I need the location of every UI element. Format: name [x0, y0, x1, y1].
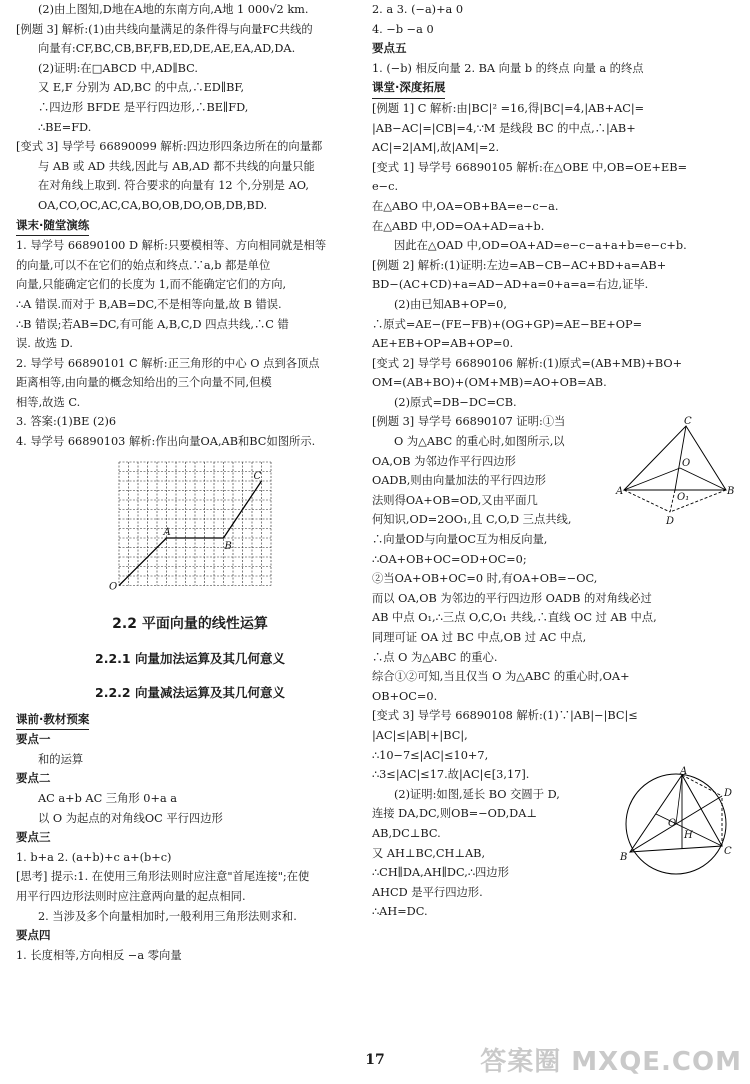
text-line: 与 AB 或 AD 共线,因此与 AB,AD 都不共线的向量只能 — [38, 159, 315, 173]
text-line: |AB−AC|=|CB|=4,∵M 是线段 BC 的中点,∴|AB+ — [372, 121, 636, 135]
text-line: ∴B 错误;若AB=DC,有可能 A,B,C,D 四点共线,∴C 错 — [16, 317, 289, 331]
triangle-centroid-figure — [616, 416, 736, 544]
text-line: O 为△ABC 的重心时,如图所示,以 — [394, 435, 565, 449]
triangle-abc — [630, 775, 722, 852]
section-heading: 课末·随堂演练 — [16, 216, 89, 237]
text-line: [变式 3] 导学号 66890099 解析:四边形四条边所在的向量都 — [16, 140, 323, 154]
text-line: 要点一 — [16, 732, 51, 747]
left-text-block — [16, 0, 364, 452]
text-line: 同理可证 OA 过 BC 中点,OB 过 AC 中点, — [372, 631, 587, 644]
tri-label-d: D — [666, 516, 675, 528]
left-text-block-2 — [16, 710, 364, 966]
text-line: ∴3≤|AC|≤17.故|AC|∈[3,17]. — [372, 768, 530, 782]
text-line: 要点三 — [16, 830, 51, 845]
text-line: 法则得OA+OB=OD,又由平面几 — [372, 493, 538, 507]
text-line: (2)由上图知,D地在A地的东南方向,A地 1 000√2 km. — [38, 3, 309, 16]
text-line: (2)原式=DB−DC=CB. — [394, 395, 517, 409]
text-line: 和的运算 — [38, 752, 84, 766]
text-line: 要点五 — [372, 41, 407, 56]
text-line: 2. 导学号 66890101 C 解析:正三角形的中心 O 点到各顶点 — [16, 356, 320, 370]
text-line: [例题 2] 解析:(1)证明:左边=AB−CB−AC+BD+a=AB+ — [372, 258, 667, 272]
subsection-title-2: 2.2.2 向量减法运算及其几何意义 — [95, 684, 285, 700]
text-line: 在对角线上取到. 符合要求的向量有 12 个,分别是 AO, — [38, 179, 309, 193]
text-line: 的向量,可以不在它们的始点和终点.∵a,b 都是单位 — [16, 258, 271, 272]
point-a-label: A — [163, 526, 171, 538]
text-line: AC a+b AC 三角形 0+a a — [38, 792, 178, 806]
vector-path — [119, 481, 262, 586]
text-line: AE+EB+OP=AB+OP=0. — [372, 337, 514, 351]
text-line: [变式 2] 导学号 66890106 解析:(1)原式=(AB+MB)+BO+ — [372, 356, 683, 370]
text-line: 用平行四边形法则时应注意两向量的起点相同. — [16, 890, 246, 903]
triangle-abc — [624, 426, 726, 490]
page-number: 17 — [365, 1052, 385, 1068]
text-line: OA,OB 为邻边作平行四边形 — [372, 454, 516, 468]
text-line: (2)由已知AB+OP=0, — [394, 297, 507, 311]
text-line: 而以 OA,OB 为邻边的平行四边形 OADB 的对角线必过 — [372, 591, 652, 605]
variant3-block — [372, 706, 736, 922]
subsection-title-1: 2.2.1 向量加法运算及其几何意义 — [95, 650, 285, 666]
point-b-label: B — [224, 540, 232, 552]
text-line: 1. 导学号 66890100 D 解析:只要模相等、方向相同就是相等 — [16, 239, 327, 253]
vector-grid-figure — [105, 456, 275, 606]
text-line: ②当OA+OB+OC=0 时,有OA+OB=−OC, — [372, 572, 598, 586]
text-line — [372, 78, 736, 99]
point-c-label: C — [253, 470, 262, 482]
text-line: OADB,则由向量加法的平行四边形 — [372, 474, 546, 488]
text-line: [例题 3] 导学号 66890107 证明:①当 — [372, 415, 566, 429]
text-line: [思考] 提示:1. 在使用三角形法则时应注意"首尾连接";在使 — [16, 870, 310, 884]
tri-label-b: B — [727, 486, 735, 498]
text-line — [16, 216, 364, 237]
text-line: 连接 DA,DC,则OB=−OD,DA⊥ — [372, 807, 538, 821]
text-line: 向量,只能确定它们的长度为 1,而不能确定它们的方向, — [16, 278, 287, 292]
text-line: 向量有:CF,BC,CB,BF,FB,ED,DE,AE,EA,AD,DA. — [38, 42, 296, 56]
text-line: 3. 答案:(1)BE (2)6 — [16, 415, 117, 429]
text-line: 1. (−b) 相反向量 2. BA 向量 b 的终点 向量 a 的终点 — [372, 61, 644, 75]
tri-label-a: A — [616, 486, 624, 498]
text-line: ∴10−7≤|AC|≤10+7, — [372, 748, 489, 762]
text-line: 在△ABO 中,OA=OB+BA=e−c−a. — [372, 199, 559, 213]
text-line: 相等,故选 C. — [16, 395, 81, 409]
tri-label-c: C — [684, 416, 692, 428]
section-heading: 课堂·深度拓展 — [372, 78, 445, 99]
circ-label-b: B — [620, 852, 628, 864]
text-line: 因此在△OAD 中,OD=OA+AD=e−c−a+a+b=e−c+b. — [394, 239, 687, 253]
circ-label-h: H — [684, 830, 693, 842]
left-column — [16, 0, 364, 965]
right-column — [372, 0, 736, 922]
text-line: 4. 导学号 66890103 解析:作出向量OA,AB和BC如图所示. — [16, 435, 316, 449]
section-title: 2.2 平面向量的线性运算 — [112, 615, 268, 632]
segment-ad — [624, 490, 670, 512]
text-line: AB 中点 O₁,∴三点 O,C,O₁ 共线,∴直线 OC 过 AB 中点, — [372, 611, 657, 625]
text-line: 2. 当涉及多个向量相加时,一般利用三角形法则求和. — [38, 909, 297, 923]
text-line: 1. b+a 2. (a+b)+c a+(b+c) — [16, 850, 172, 864]
text-line: ∴AH=DC. — [372, 905, 428, 919]
text-line: ∴BE=FD. — [38, 120, 92, 134]
text-line: OM=(AB+BO)+(OM+MB)=AO+OB=AB. — [372, 376, 607, 390]
text-line: 综合①②可知,当且仅当 O 为△ABC 的重心时,OA+ — [372, 670, 630, 684]
segment-oa — [624, 468, 680, 490]
text-line: (2)证明:如图,延长 BO 交圆于 D, — [394, 787, 560, 801]
watermark-logo: 答案圈 MXQE.COM — [480, 1047, 742, 1077]
right-text-block — [372, 0, 736, 412]
text-line: [例题 3] 解析:(1)由共线向量满足的条件得与向量FC共线的 — [16, 22, 313, 36]
text-line: AHCD 是平行四边形. — [372, 885, 483, 899]
text-line: [变式 3] 导学号 66890108 解析:(1)∵|AB|−|BC|≤ — [372, 709, 638, 723]
text-line: 何知识,OD=2OO₁,且 C,O,D 三点共线, — [372, 513, 572, 527]
segment-o1d — [670, 490, 675, 512]
text-line: ∴点 O 为△ABC 的重心. — [372, 650, 498, 664]
right-text-block-b — [372, 530, 736, 706]
text-line: 距离相等,由向量的概念知给出的三个向量不同,但模 — [16, 376, 272, 390]
tri-label-o: O — [682, 458, 691, 470]
circ-label-o: O — [668, 818, 677, 830]
example3-block — [372, 412, 736, 530]
text-line: ∴A 错误.而对于 B,AB=DC,不是相等向量,故 B 错误. — [16, 297, 282, 311]
text-line: 4. −b −a 0 — [372, 22, 434, 36]
text-line: ∴原式=AE−(FE−FB)+(OG+GP)=AE−BE+OP= — [372, 317, 643, 331]
text-line: AC|=2|AM|,故|AM|=2. — [372, 141, 500, 155]
text-line: [例题 1] C 解析:由|BC|² =16,得|BC|=4,|AB+AC|= — [372, 101, 645, 115]
variant3-text — [372, 706, 638, 922]
text-line: 以 O 为起点的对角线OC 平行四边形 — [38, 811, 223, 825]
text-line: (2)证明:在□ABCD 中,AD∥BC. — [38, 61, 198, 75]
point-o-label: O — [109, 581, 118, 593]
circ-label-a: A — [680, 766, 688, 778]
tri-label-o1: O₁ — [677, 492, 690, 504]
text-line: OA,CO,OC,AC,CA,BO,OB,DO,OB,DB,BD. — [38, 198, 268, 212]
text-line: ∴OA+OB+OC=OD+OC=0; — [372, 552, 527, 566]
circle-orthocenter-figure — [618, 766, 736, 884]
text-line: 要点四 — [16, 928, 51, 943]
text-line: 2. a 3. (−a)+a 0 — [372, 3, 464, 16]
text-line: 要点二 — [16, 771, 51, 786]
text-line: 误. 故选 D. — [16, 337, 73, 351]
text-line: AB,DC⊥BC. — [372, 826, 441, 840]
text-line: OB+OC=0. — [372, 689, 438, 703]
circ-label-d: D — [724, 788, 733, 800]
text-line: ∴CH∥DA,AH∥DC,∴四边形 — [372, 866, 509, 880]
text-line: 在△ABD 中,OD=OA+AD=a+b. — [372, 219, 545, 233]
text-line: ∴向量OD与向量OC互为相反向量, — [372, 533, 548, 547]
section-heading: 课前·教材预案 — [16, 710, 89, 731]
text-line: [变式 1] 导学号 66890105 解析:在△OBE 中,OB=OE+EB= — [372, 160, 688, 174]
text-line: |AC|≤|AB|+|BC|, — [372, 728, 468, 742]
text-line: ∴四边形 BFDE 是平行四边形,∴BE∥FD, — [38, 100, 249, 114]
text-line: 1. 长度相等,方向相反 −a 零向量 — [16, 948, 182, 962]
text-line: e−c. — [372, 180, 399, 194]
example3-text — [372, 412, 604, 530]
text-line — [16, 710, 364, 731]
text-line: 又 E,F 分别为 AD,BC 的中点,∴ED∥BF, — [38, 81, 245, 95]
text-line: BD−(AC+CD)+a=AD−AD+a=0+a=a=右边,证毕. — [372, 278, 649, 292]
circ-label-c: C — [724, 846, 732, 858]
text-line: 又 AH⊥BC,CH⊥AB, — [372, 846, 486, 860]
